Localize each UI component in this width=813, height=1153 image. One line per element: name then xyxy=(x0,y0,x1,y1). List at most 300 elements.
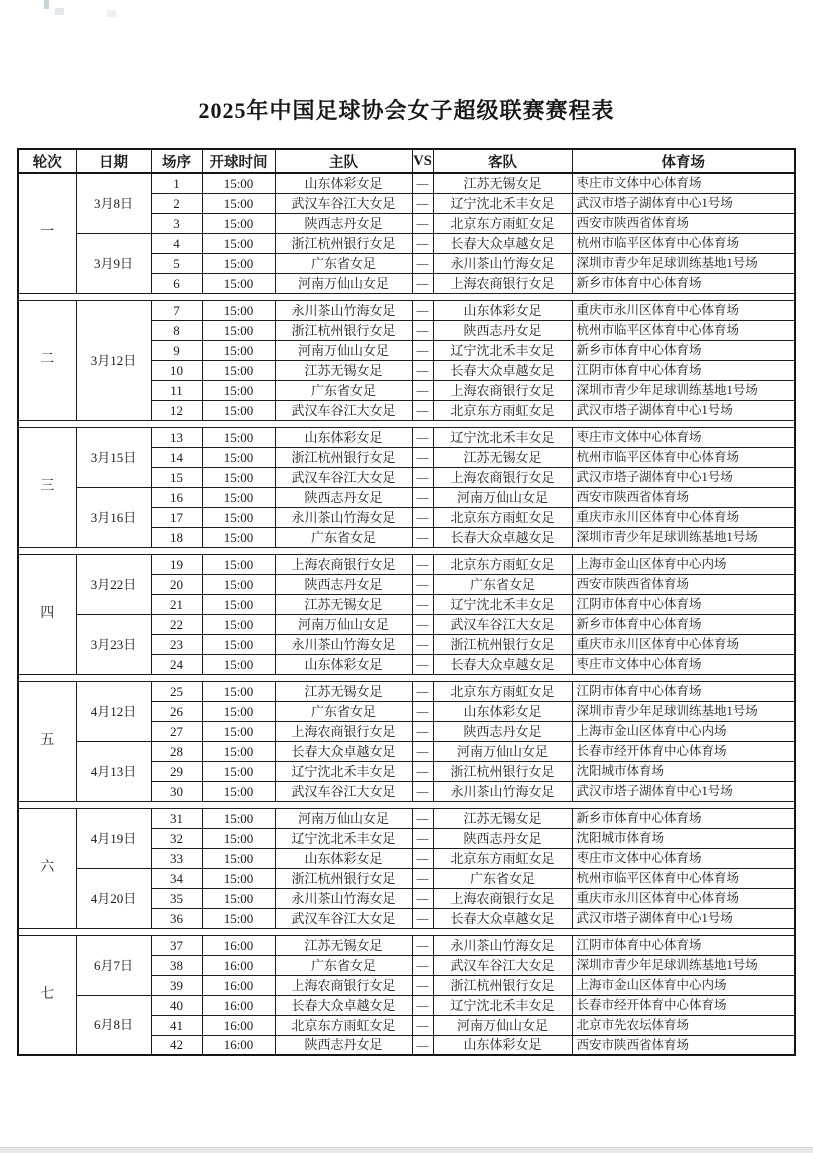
away-team-cell: 江苏无锡女足 xyxy=(433,173,572,193)
away-team-cell: 上海农商银行女足 xyxy=(433,273,572,293)
col-header-venue: 体育场 xyxy=(572,149,795,173)
venue-cell: 武汉市塔子湖体育中心1号场 xyxy=(572,908,795,928)
date-cell: 3月22日 xyxy=(76,554,151,614)
match-row xyxy=(18,427,795,447)
round-label-cell: 四 xyxy=(18,554,76,674)
home-team-cell: 陕西志丹女足 xyxy=(275,1035,412,1055)
round-label-cell: 七 xyxy=(18,935,76,1055)
venue-cell: 新乡市体育中心体育场 xyxy=(572,340,795,360)
match-no-cell: 2 xyxy=(151,193,202,213)
venue-cell: 枣庄市文体中心体育场 xyxy=(572,427,795,447)
match-no-cell: 12 xyxy=(151,400,202,420)
vs-cell: — xyxy=(412,701,433,721)
home-team-cell: 江苏无锡女足 xyxy=(275,360,412,380)
kickoff-time-cell: 15:00 xyxy=(202,741,275,761)
date-cell: 3月9日 xyxy=(76,233,151,293)
vs-cell: — xyxy=(412,1035,433,1055)
round-separator-row xyxy=(18,547,795,554)
venue-cell: 上海市金山区体育中心内场 xyxy=(572,721,795,741)
vs-cell: — xyxy=(412,654,433,674)
match-row xyxy=(18,300,795,320)
match-no-cell: 34 xyxy=(151,868,202,888)
away-team-cell: 北京东方雨虹女足 xyxy=(433,213,572,233)
venue-cell: 深圳市青少年足球训练基地1号场 xyxy=(572,955,795,975)
away-team-cell: 辽宁沈北禾丰女足 xyxy=(433,594,572,614)
home-team-cell: 永川茶山竹海女足 xyxy=(275,888,412,908)
kickoff-time-cell: 16:00 xyxy=(202,1035,275,1055)
away-team-cell: 辽宁沈北禾丰女足 xyxy=(433,427,572,447)
vs-cell: — xyxy=(412,995,433,1015)
date-cell: 3月16日 xyxy=(76,487,151,547)
match-no-cell: 10 xyxy=(151,360,202,380)
match-no-cell: 35 xyxy=(151,888,202,908)
away-team-cell: 山东体彩女足 xyxy=(433,300,572,320)
home-team-cell: 陕西志丹女足 xyxy=(275,574,412,594)
date-cell: 3月23日 xyxy=(76,614,151,674)
scan-artifact xyxy=(44,0,49,9)
match-row xyxy=(18,808,795,828)
vs-cell: — xyxy=(412,594,433,614)
away-team-cell: 上海农商银行女足 xyxy=(433,380,572,400)
col-header-vs: VS xyxy=(412,149,433,173)
date-cell: 4月19日 xyxy=(76,808,151,868)
match-no-cell: 33 xyxy=(151,848,202,868)
away-team-cell: 上海农商银行女足 xyxy=(433,467,572,487)
round-separator xyxy=(18,928,795,935)
away-team-cell: 河南万仙山女足 xyxy=(433,741,572,761)
away-team-cell: 永川茶山竹海女足 xyxy=(433,253,572,273)
match-no-cell: 38 xyxy=(151,955,202,975)
vs-cell: — xyxy=(412,908,433,928)
kickoff-time-cell: 15:00 xyxy=(202,340,275,360)
kickoff-time-cell: 16:00 xyxy=(202,935,275,955)
kickoff-time-cell: 15:00 xyxy=(202,253,275,273)
home-team-cell: 辽宁沈北禾丰女足 xyxy=(275,828,412,848)
away-team-cell: 江苏无锡女足 xyxy=(433,447,572,467)
venue-cell: 上海市金山区体育中心内场 xyxy=(572,975,795,995)
kickoff-time-cell: 15:00 xyxy=(202,173,275,193)
match-row xyxy=(18,935,795,955)
home-team-cell: 长春大众卓越女足 xyxy=(275,741,412,761)
vs-cell: — xyxy=(412,975,433,995)
kickoff-time-cell: 15:00 xyxy=(202,828,275,848)
vs-cell: — xyxy=(412,487,433,507)
match-no-cell: 8 xyxy=(151,320,202,340)
home-team-cell: 山东体彩女足 xyxy=(275,848,412,868)
venue-cell: 江阴市体育中心体育场 xyxy=(572,360,795,380)
match-no-cell: 30 xyxy=(151,781,202,801)
match-row xyxy=(18,233,795,253)
vs-cell: — xyxy=(412,1015,433,1035)
kickoff-time-cell: 15:00 xyxy=(202,213,275,233)
round-separator xyxy=(18,293,795,300)
venue-cell: 杭州市临平区体育中心体育场 xyxy=(572,447,795,467)
vs-cell: — xyxy=(412,574,433,594)
away-team-cell: 永川茶山竹海女足 xyxy=(433,935,572,955)
venue-cell: 深圳市青少年足球训练基地1号场 xyxy=(572,253,795,273)
venue-cell: 武汉市塔子湖体育中心1号场 xyxy=(572,467,795,487)
match-no-cell: 42 xyxy=(151,1035,202,1055)
home-team-cell: 辽宁沈北禾丰女足 xyxy=(275,761,412,781)
match-row xyxy=(18,741,795,761)
match-no-cell: 19 xyxy=(151,554,202,574)
venue-cell: 枣庄市文体中心体育场 xyxy=(572,654,795,674)
home-team-cell: 陕西志丹女足 xyxy=(275,487,412,507)
away-team-cell: 广东省女足 xyxy=(433,868,572,888)
date-cell: 4月13日 xyxy=(76,741,151,801)
schedule-table-body xyxy=(18,173,795,1055)
vs-cell: — xyxy=(412,300,433,320)
kickoff-time-cell: 15:00 xyxy=(202,781,275,801)
venue-cell: 新乡市体育中心体育场 xyxy=(572,614,795,634)
scan-artifact xyxy=(107,10,116,17)
away-team-cell: 长春大众卓越女足 xyxy=(433,908,572,928)
match-row xyxy=(18,868,795,888)
match-row xyxy=(18,995,795,1015)
vs-cell: — xyxy=(412,808,433,828)
venue-cell: 北京市先农坛体育场 xyxy=(572,1015,795,1035)
kickoff-time-cell: 15:00 xyxy=(202,848,275,868)
home-team-cell: 河南万仙山女足 xyxy=(275,273,412,293)
match-no-cell: 28 xyxy=(151,741,202,761)
home-team-cell: 广东省女足 xyxy=(275,253,412,273)
vs-cell: — xyxy=(412,273,433,293)
home-team-cell: 武汉车谷江大女足 xyxy=(275,467,412,487)
match-no-cell: 40 xyxy=(151,995,202,1015)
venue-cell: 长春市经开体育中心体育场 xyxy=(572,995,795,1015)
home-team-cell: 陕西志丹女足 xyxy=(275,213,412,233)
venue-cell: 西安市陕西省体育场 xyxy=(572,487,795,507)
kickoff-time-cell: 15:00 xyxy=(202,594,275,614)
away-team-cell: 辽宁沈北禾丰女足 xyxy=(433,193,572,213)
venue-cell: 沈阳城市体育场 xyxy=(572,761,795,781)
match-no-cell: 31 xyxy=(151,808,202,828)
round-label-cell: 二 xyxy=(18,300,76,420)
kickoff-time-cell: 15:00 xyxy=(202,233,275,253)
scan-artifact xyxy=(55,8,64,15)
away-team-cell: 长春大众卓越女足 xyxy=(433,360,572,380)
vs-cell: — xyxy=(412,340,433,360)
schedule-table xyxy=(17,148,796,1056)
venue-cell: 杭州市临平区体育中心体育场 xyxy=(572,868,795,888)
match-row xyxy=(18,554,795,574)
home-team-cell: 河南万仙山女足 xyxy=(275,340,412,360)
match-no-cell: 1 xyxy=(151,173,202,193)
round-separator xyxy=(18,801,795,808)
round-label-cell: 一 xyxy=(18,173,76,293)
date-cell: 3月15日 xyxy=(76,427,151,487)
vs-cell: — xyxy=(412,681,433,701)
home-team-cell: 河南万仙山女足 xyxy=(275,808,412,828)
venue-cell: 武汉市塔子湖体育中心1号场 xyxy=(572,400,795,420)
vs-cell: — xyxy=(412,193,433,213)
away-team-cell: 山东体彩女足 xyxy=(433,1035,572,1055)
away-team-cell: 浙江杭州银行女足 xyxy=(433,761,572,781)
venue-cell: 新乡市体育中心体育场 xyxy=(572,808,795,828)
kickoff-time-cell: 15:00 xyxy=(202,808,275,828)
match-no-cell: 37 xyxy=(151,935,202,955)
vs-cell: — xyxy=(412,360,433,380)
kickoff-time-cell: 15:00 xyxy=(202,634,275,654)
home-team-cell: 江苏无锡女足 xyxy=(275,681,412,701)
match-no-cell: 22 xyxy=(151,614,202,634)
kickoff-time-cell: 15:00 xyxy=(202,888,275,908)
vs-cell: — xyxy=(412,213,433,233)
vs-cell: — xyxy=(412,320,433,340)
match-no-cell: 9 xyxy=(151,340,202,360)
home-team-cell: 武汉车谷江大女足 xyxy=(275,908,412,928)
round-label-cell: 三 xyxy=(18,427,76,547)
venue-cell: 深圳市青少年足球训练基地1号场 xyxy=(572,527,795,547)
vs-cell: — xyxy=(412,955,433,975)
match-no-cell: 41 xyxy=(151,1015,202,1035)
venue-cell: 江阴市体育中心体育场 xyxy=(572,681,795,701)
match-no-cell: 20 xyxy=(151,574,202,594)
home-team-cell: 浙江杭州银行女足 xyxy=(275,233,412,253)
home-team-cell: 山东体彩女足 xyxy=(275,654,412,674)
match-no-cell: 21 xyxy=(151,594,202,614)
away-team-cell: 河南万仙山女足 xyxy=(433,1015,572,1035)
venue-cell: 西安市陕西省体育场 xyxy=(572,574,795,594)
schedule-table-header xyxy=(18,149,795,173)
kickoff-time-cell: 15:00 xyxy=(202,273,275,293)
match-no-cell: 24 xyxy=(151,654,202,674)
home-team-cell: 永川茶山竹海女足 xyxy=(275,634,412,654)
vs-cell: — xyxy=(412,447,433,467)
match-row xyxy=(18,614,795,634)
kickoff-time-cell: 15:00 xyxy=(202,681,275,701)
kickoff-time-cell: 15:00 xyxy=(202,507,275,527)
venue-cell: 重庆市永川区体育中心体育场 xyxy=(572,300,795,320)
kickoff-time-cell: 15:00 xyxy=(202,400,275,420)
venue-cell: 西安市陕西省体育场 xyxy=(572,213,795,233)
round-separator xyxy=(18,547,795,554)
match-no-cell: 4 xyxy=(151,233,202,253)
round-separator-row xyxy=(18,293,795,300)
home-team-cell: 上海农商银行女足 xyxy=(275,975,412,995)
kickoff-time-cell: 16:00 xyxy=(202,975,275,995)
home-team-cell: 北京东方雨虹女足 xyxy=(275,1015,412,1035)
away-team-cell: 北京东方雨虹女足 xyxy=(433,848,572,868)
match-no-cell: 23 xyxy=(151,634,202,654)
away-team-cell: 陕西志丹女足 xyxy=(433,320,572,340)
home-team-cell: 永川茶山竹海女足 xyxy=(275,507,412,527)
vs-cell: — xyxy=(412,741,433,761)
kickoff-time-cell: 16:00 xyxy=(202,955,275,975)
vs-cell: — xyxy=(412,868,433,888)
away-team-cell: 长春大众卓越女足 xyxy=(433,527,572,547)
away-team-cell: 河南万仙山女足 xyxy=(433,487,572,507)
home-team-cell: 武汉车谷江大女足 xyxy=(275,400,412,420)
date-cell: 4月20日 xyxy=(76,868,151,928)
away-team-cell: 北京东方雨虹女足 xyxy=(433,554,572,574)
home-team-cell: 江苏无锡女足 xyxy=(275,935,412,955)
home-team-cell: 浙江杭州银行女足 xyxy=(275,868,412,888)
round-separator-row xyxy=(18,420,795,427)
kickoff-time-cell: 15:00 xyxy=(202,380,275,400)
match-no-cell: 5 xyxy=(151,253,202,273)
home-team-cell: 山东体彩女足 xyxy=(275,427,412,447)
col-header-match-no: 场序 xyxy=(151,149,202,173)
venue-cell: 深圳市青少年足球训练基地1号场 xyxy=(572,380,795,400)
kickoff-time-cell: 15:00 xyxy=(202,554,275,574)
match-no-cell: 17 xyxy=(151,507,202,527)
vs-cell: — xyxy=(412,614,433,634)
home-team-cell: 山东体彩女足 xyxy=(275,173,412,193)
match-no-cell: 18 xyxy=(151,527,202,547)
home-team-cell: 广东省女足 xyxy=(275,527,412,547)
venue-cell: 西安市陕西省体育场 xyxy=(572,1035,795,1055)
page-title: 2025年中国足球协会女子超级联赛赛程表 xyxy=(198,98,615,123)
match-no-cell: 39 xyxy=(151,975,202,995)
match-row xyxy=(18,487,795,507)
vs-cell: — xyxy=(412,761,433,781)
vs-cell: — xyxy=(412,554,433,574)
venue-cell: 武汉市塔子湖体育中心1号场 xyxy=(572,193,795,213)
round-separator-row xyxy=(18,674,795,681)
away-team-cell: 武汉车谷江大女足 xyxy=(433,955,572,975)
vs-cell: — xyxy=(412,527,433,547)
venue-cell: 重庆市永川区体育中心体育场 xyxy=(572,507,795,527)
kickoff-time-cell: 15:00 xyxy=(202,427,275,447)
venue-cell: 新乡市体育中心体育场 xyxy=(572,273,795,293)
home-team-cell: 江苏无锡女足 xyxy=(275,594,412,614)
col-header-round: 轮次 xyxy=(18,149,76,173)
match-no-cell: 3 xyxy=(151,213,202,233)
match-no-cell: 29 xyxy=(151,761,202,781)
vs-cell: — xyxy=(412,888,433,908)
match-no-cell: 6 xyxy=(151,273,202,293)
kickoff-time-cell: 15:00 xyxy=(202,868,275,888)
kickoff-time-cell: 15:00 xyxy=(202,447,275,467)
away-team-cell: 长春大众卓越女足 xyxy=(433,233,572,253)
away-team-cell: 浙江杭州银行女足 xyxy=(433,975,572,995)
vs-cell: — xyxy=(412,781,433,801)
kickoff-time-cell: 15:00 xyxy=(202,320,275,340)
venue-cell: 江阴市体育中心体育场 xyxy=(572,935,795,955)
vs-cell: — xyxy=(412,507,433,527)
venue-cell: 杭州市临平区体育中心体育场 xyxy=(572,320,795,340)
kickoff-time-cell: 15:00 xyxy=(202,360,275,380)
away-team-cell: 长春大众卓越女足 xyxy=(433,654,572,674)
home-team-cell: 浙江杭州银行女足 xyxy=(275,447,412,467)
away-team-cell: 陕西志丹女足 xyxy=(433,828,572,848)
venue-cell: 上海市金山区体育中心内场 xyxy=(572,554,795,574)
kickoff-time-cell: 15:00 xyxy=(202,701,275,721)
kickoff-time-cell: 15:00 xyxy=(202,193,275,213)
vs-cell: — xyxy=(412,400,433,420)
away-team-cell: 广东省女足 xyxy=(433,574,572,594)
vs-cell: — xyxy=(412,173,433,193)
venue-cell: 杭州市临平区体育中心体育场 xyxy=(572,233,795,253)
vs-cell: — xyxy=(412,380,433,400)
kickoff-time-cell: 16:00 xyxy=(202,1015,275,1035)
venue-cell: 深圳市青少年足球训练基地1号场 xyxy=(572,701,795,721)
kickoff-time-cell: 15:00 xyxy=(202,300,275,320)
home-team-cell: 浙江杭州银行女足 xyxy=(275,320,412,340)
vs-cell: — xyxy=(412,848,433,868)
vs-cell: — xyxy=(412,427,433,447)
date-cell: 6月8日 xyxy=(76,995,151,1055)
venue-cell: 沈阳城市体育场 xyxy=(572,828,795,848)
away-team-cell: 永川茶山竹海女足 xyxy=(433,781,572,801)
away-team-cell: 辽宁沈北禾丰女足 xyxy=(433,995,572,1015)
venue-cell: 武汉市塔子湖体育中心1号场 xyxy=(572,781,795,801)
match-no-cell: 14 xyxy=(151,447,202,467)
venue-cell: 江阴市体育中心体育场 xyxy=(572,594,795,614)
away-team-cell: 北京东方雨虹女足 xyxy=(433,507,572,527)
home-team-cell: 广东省女足 xyxy=(275,701,412,721)
round-separator xyxy=(18,674,795,681)
round-separator xyxy=(18,420,795,427)
away-team-cell: 江苏无锡女足 xyxy=(433,808,572,828)
kickoff-time-cell: 15:00 xyxy=(202,574,275,594)
venue-cell: 重庆市永川区体育中心体育场 xyxy=(572,634,795,654)
match-no-cell: 32 xyxy=(151,828,202,848)
match-row xyxy=(18,173,795,193)
round-label-cell: 六 xyxy=(18,808,76,928)
vs-cell: — xyxy=(412,828,433,848)
match-row xyxy=(18,681,795,701)
col-header-away: 客队 xyxy=(433,149,572,173)
match-no-cell: 27 xyxy=(151,721,202,741)
col-header-home: 主队 xyxy=(275,149,412,173)
vs-cell: — xyxy=(412,721,433,741)
match-no-cell: 13 xyxy=(151,427,202,447)
round-label-cell: 五 xyxy=(18,681,76,801)
home-team-cell: 河南万仙山女足 xyxy=(275,614,412,634)
kickoff-time-cell: 15:00 xyxy=(202,654,275,674)
away-team-cell: 陕西志丹女足 xyxy=(433,721,572,741)
date-cell: 4月12日 xyxy=(76,681,151,741)
away-team-cell: 辽宁沈北禾丰女足 xyxy=(433,340,572,360)
kickoff-time-cell: 15:00 xyxy=(202,908,275,928)
away-team-cell: 上海农商银行女足 xyxy=(433,888,572,908)
vs-cell: — xyxy=(412,467,433,487)
home-team-cell: 武汉车谷江大女足 xyxy=(275,781,412,801)
home-team-cell: 上海农商银行女足 xyxy=(275,554,412,574)
home-team-cell: 广东省女足 xyxy=(275,955,412,975)
match-no-cell: 16 xyxy=(151,487,202,507)
date-cell: 3月12日 xyxy=(76,300,151,420)
away-team-cell: 浙江杭州银行女足 xyxy=(433,634,572,654)
match-no-cell: 36 xyxy=(151,908,202,928)
away-team-cell: 山东体彩女足 xyxy=(433,701,572,721)
vs-cell: — xyxy=(412,253,433,273)
venue-cell: 枣庄市文体中心体育场 xyxy=(572,848,795,868)
away-team-cell: 北京东方雨虹女足 xyxy=(433,400,572,420)
match-no-cell: 15 xyxy=(151,467,202,487)
round-separator-row xyxy=(18,928,795,935)
kickoff-time-cell: 15:00 xyxy=(202,527,275,547)
date-cell: 3月8日 xyxy=(76,173,151,233)
home-team-cell: 上海农商银行女足 xyxy=(275,721,412,741)
kickoff-time-cell: 16:00 xyxy=(202,995,275,1015)
home-team-cell: 长春大众卓越女足 xyxy=(275,995,412,1015)
kickoff-time-cell: 15:00 xyxy=(202,761,275,781)
away-team-cell: 北京东方雨虹女足 xyxy=(433,681,572,701)
venue-cell: 长春市经开体育中心体育场 xyxy=(572,741,795,761)
away-team-cell: 武汉车谷江大女足 xyxy=(433,614,572,634)
vs-cell: — xyxy=(412,935,433,955)
kickoff-time-cell: 15:00 xyxy=(202,721,275,741)
vs-cell: — xyxy=(412,233,433,253)
home-team-cell: 武汉车谷江大女足 xyxy=(275,193,412,213)
venue-cell: 重庆市永川区体育中心体育场 xyxy=(572,888,795,908)
round-separator-row xyxy=(18,801,795,808)
match-no-cell: 26 xyxy=(151,701,202,721)
kickoff-time-cell: 15:00 xyxy=(202,487,275,507)
